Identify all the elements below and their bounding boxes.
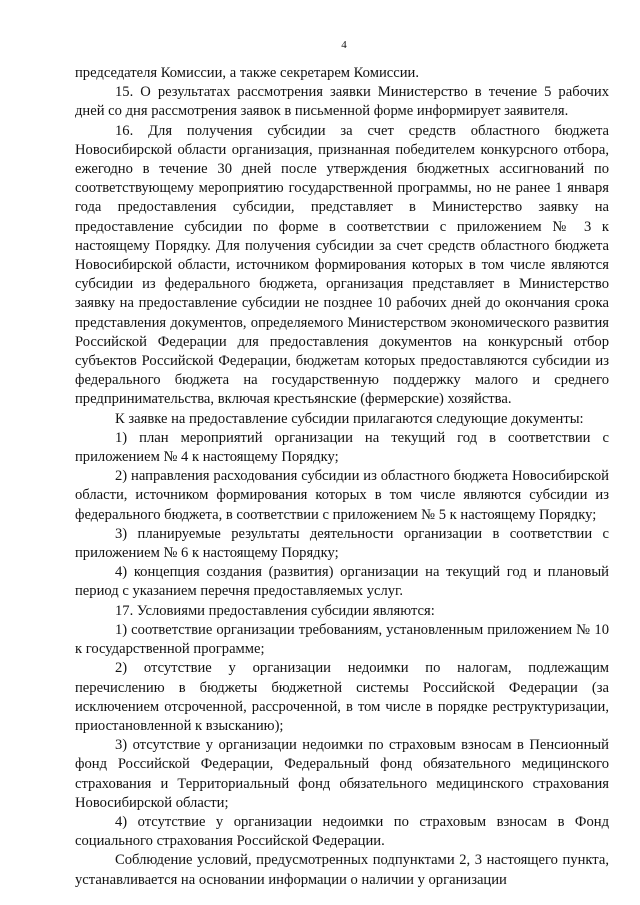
list-item-conditions-3: 3) отсутствие у организации недоимки по страховым взносам в Пенсионный фонд Российской Федерации, Федеральный фонд обязательного медицинского страхования и Территориальный фонд обязательного медицинского страхования Новосибирской области; bbox=[75, 737, 609, 811]
list-item-documents-1: 1) план мероприятий организации на текущий год в соответствии с приложением № 4 к настоящему Порядку; bbox=[75, 429, 609, 466]
list-item-documents-2: 2) направления расходования субсидии из областного бюджета Новосибирской области, источником формирования которых в том числе являются субсидии из федерального бюджета, в соответствии с приложением № 5 к настоящему Порядку; bbox=[75, 468, 609, 523]
paragraph-continuation: председателя Комиссии, а также секретарем Комиссии. bbox=[75, 65, 419, 81]
paragraph-item-16: 16. Для получения субсидии за счет средств областного бюджета Новосибирской области организация, признанная победителем конкурсного отбора, ежегодно в течение 30 дней после утверждения бюджетных ассигнований по соответствующему мероприятию государственной программы, но не ранее 1 января года предоставления субсидии, представляет в Министерство заявку на предоставление субсидии по форме в соответствии с приложением № 3 к настоящему Порядку. Для получения субсидии за счет средств областного бюджета Новосибирской области, источником формирования которых в том числе являются субсидии из федерального бюджета, организация представляет в Министерство заявку на предоставление субсидии не позднее 10 рабочих дней до окончания срока представления документов, определяемого Министерством экономического развития Российской Федерации для предоставления документов на конкурсный отбор субъектов Российской Федерации, бюджетам которых предоставляются субсидии из федерального бюджета на государственную поддержку малого и среднего предпринимательства, включая крестьянские (фермерские) хозяйства. bbox=[75, 122, 609, 408]
list-item-documents-4: 4) концепция создания (развития) организации на текущий год и плановый период с указанием перечня предоставляемых услуг. bbox=[75, 564, 609, 600]
document-page bbox=[75, 40, 609, 890]
paragraph-item-15: 15. О результатах рассмотрения заявки Министерство в течение 5 рабочих дней со дня рассмотрения заявок в письменной форме информирует заявителя. bbox=[75, 84, 609, 120]
paragraph-compliance: Соблюдение условий, предусмотренных подпунктами 2, 3 настоящего пункта, устанавливается на основании информации о наличии у организации bbox=[75, 852, 609, 888]
list-item-conditions-1: 1) соответствие организации требованиям, установленным приложением № 10 к государственной программе; bbox=[75, 621, 609, 658]
page-number: 4 bbox=[341, 39, 347, 51]
list-item-conditions-2: 2) отсутствие у организации недоимки по налогам, подлежащим перечислению в бюджеты бюджетной системы Российской Федерации (за исключением отсроченной, рассроченной, в том числе в порядке реструктуризации, приостановленной к взысканию); bbox=[75, 660, 609, 734]
paragraph-item-17: 17. Условиями предоставления субсидии являются: bbox=[115, 602, 435, 619]
list-item-documents-3: 3) планируемые результаты деятельности организации в соответствии с приложением № 6 к настоящему Порядку; bbox=[75, 525, 609, 562]
paragraph-documents-intro: К заявке на предоставление субсидии прилагаются следующие документы: bbox=[115, 410, 584, 427]
list-item-conditions-4: 4) отсутствие у организации недоимки по страховым взносам в Фонд социального страхования Российской Федерации. bbox=[75, 813, 609, 850]
